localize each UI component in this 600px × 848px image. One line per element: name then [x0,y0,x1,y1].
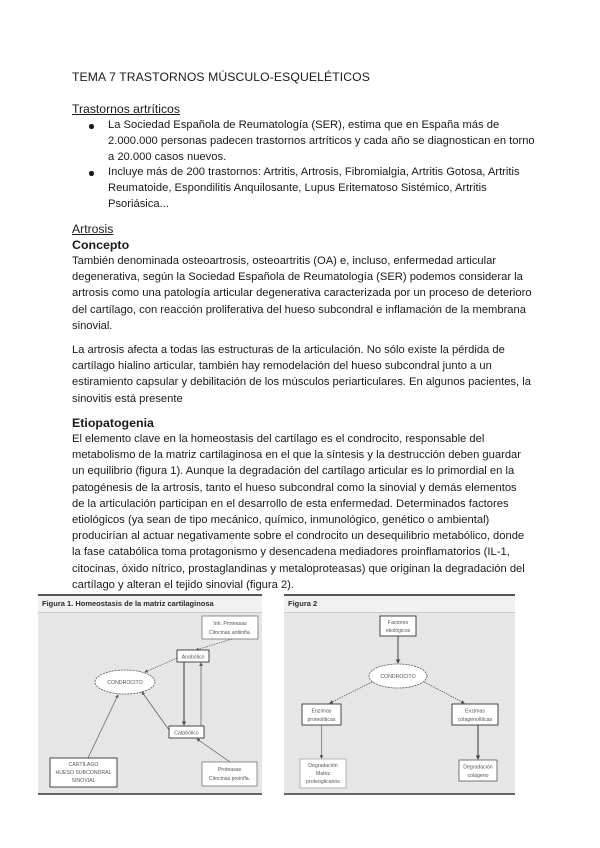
figure-1 [38,594,262,795]
bullet-text: Incluye más de 200 trastornos: Artritis, Artrosis, Fibromialgia, Artritis Gotosa, Artritis Reumatoide, Espondilitis Anquilosante, Lupus Eritematoso Sistémico, Artritis Psoriásica... [108,166,520,210]
svg-text:Inh. Proteasas: Inh. Proteasas [213,621,247,627]
svg-text:HUESO SUBCONDRAL: HUESO SUBCONDRAL [55,770,112,776]
concepto-paragraph-1: También denominada osteoartrosis, osteoartritis (OA) e, incluso, enfermedad articular degenerativa, según la Sociedad Española de Reumatología (SER) podemos considerar la artrosis como una patología articular degenerativa caracterizada por un proceso de deterioro del cartílago, con reacción proliferativa del hueso subcondral e inflamación de la membrana sinovial. [72,255,532,332]
figure-2-title: Figura 2 [284,596,515,613]
document-title: TEMA 7 TRASTORNOS MÚSCULO-ESQUELÉTICOS [72,70,370,84]
node-proteases [202,762,257,786]
svg-text:Enzimas: Enzimas [311,708,332,715]
svg-text:CONDROCITO: CONDROCITO [107,680,143,686]
svg-text:proteoglicanos: proteoglicanos [306,779,340,785]
svg-text:CONDROCITO: CONDROCITO [380,674,416,680]
svg-text:Proteasas: Proteasas [217,767,242,773]
trastornos-bullet-list [72,118,540,213]
bullet-item [72,165,540,212]
svg-text:SINOVIAL: SINOVIAL [71,778,96,784]
subheading-etiopatogenia: Etiopatogenia [72,416,154,430]
svg-text:Anabólico: Anabólico [181,654,205,661]
bullet-text: La Sociedad Española de Reumatología (SER), estima que en España más de 2.000.000 personas padecen trastornos artríticos y cada año se diagnostican en torno a 20.000 casos nuevos. [108,119,535,163]
concepto-paragraph-2: La artrosis afecta a todas las estructuras de la articulación. No sólo existe la pérdida de cartílago hialino articular, también hay remodelación del hueso subcondral junto a un estiramiento capsular y debilitación de los músculos periarticulares. En algunos pacientes, la sinovitis está presente [72,344,531,405]
svg-text:Factores: Factores [387,620,409,626]
section-heading-artrosis: Artrosis [72,222,114,236]
svg-text:Degradación: Degradación [308,763,338,769]
svg-text:Catabólico: Catabólico [174,730,199,737]
svg-text:colágeno: colágeno [467,773,489,779]
etiopatogenia-paragraph: El elemento clave en la homeostasis del cartílago es el condrocito, responsable del metabolismo de la matriz cartilaginosa en el que la síntesis y la destrucción deben guardar un equilibrio (figura 1). Aunque la degradación del cartílago articular es lo primordial en la patogénesis de la artrosis, tanto el hueso subcondral como la sinovial y demás elementos de la articulación participan en el desarrollo de esta enfermedad. Determinados factores etiológicos (ya sean de tipo mecánico, químico, inmunológico, genético o ambiental) producirían al actuar negativamente sobre el condrocito un desequilibrio metabólico, donde la fase catabólica toma protagonismo y desencadena mediadores proinflamatorios (IL-1, citocinas, óxido nítrico, prostaglandinas y metaloproteasas) que originan la degradación del cartílago y alteran el tejido sinovial (figura 2). [72,433,525,591]
svg-text:Citocinas proinfla.: Citocinas proinfla. [208,776,251,782]
svg-text:CARTÍLAGO: CARTÍLAGO [68,762,99,768]
bullet-icon [89,124,94,129]
svg-text:Citocinas antiinfla.: Citocinas antiinfla. [208,630,252,636]
svg-text:Degradación: Degradación [463,764,493,771]
figure-2-diagram [284,596,515,793]
svg-text:proteolíticas: proteolíticas [307,717,336,723]
svg-text:Matriz: Matriz [315,771,331,777]
figure-2 [284,594,515,795]
bullet-icon [89,171,94,176]
svg-text:Enzimas: Enzimas [465,708,485,715]
svg-text:etiológicos: etiológicos [385,628,411,634]
section-heading-trastornos: Trastornos artríticos [72,102,180,116]
bullet-item [72,118,540,165]
subheading-concepto: Concepto [72,238,130,252]
figure-1-title: Figura 1. Homeostasis de la matriz cartilaginosa [38,596,262,613]
svg-text:colagenolíticas: colagenolíticas [457,717,493,723]
figure-1-diagram [38,596,262,793]
